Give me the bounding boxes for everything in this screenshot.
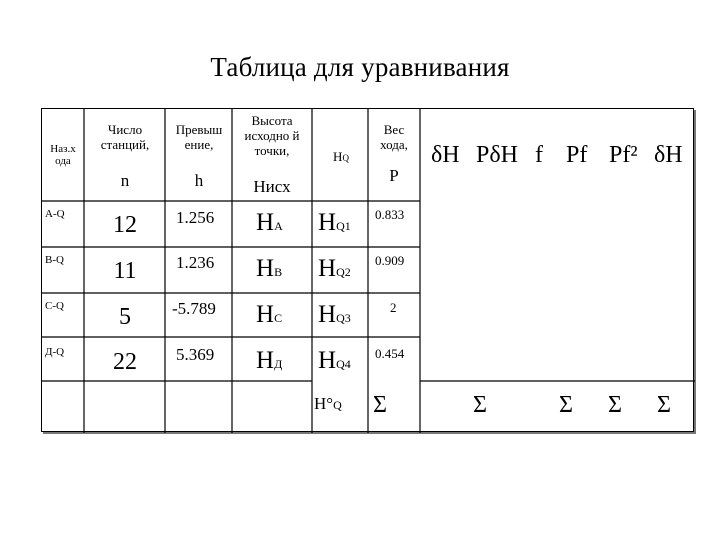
row-hq: НQ4 bbox=[318, 347, 351, 374]
row-hq: НQ3 bbox=[318, 301, 351, 328]
row-elevation: -5.789 bbox=[172, 299, 216, 318]
row-start-height: НС bbox=[256, 301, 283, 328]
footer-h0q: Н°Q bbox=[314, 394, 342, 413]
row-start-height: НД bbox=[256, 347, 283, 374]
row-name: A-Q bbox=[45, 208, 65, 220]
row-name: B-Q bbox=[45, 254, 64, 266]
header-weight-symbol: P bbox=[389, 166, 399, 185]
row-weight: 2 bbox=[390, 300, 397, 315]
row-name: C-Q bbox=[45, 300, 64, 312]
header-stations-symbol: n bbox=[120, 171, 130, 190]
header-pf-squared: Pf² bbox=[609, 142, 638, 168]
header-hq: НQ bbox=[333, 149, 349, 164]
row-stations: 5 bbox=[119, 304, 131, 330]
header-elevation-symbol: h bbox=[194, 171, 204, 190]
header-weight: Вес хода, bbox=[380, 122, 408, 152]
header-start-height-symbol: Нисх bbox=[253, 177, 291, 196]
row-elevation: 1.236 bbox=[176, 253, 215, 272]
adjustment-table bbox=[41, 108, 694, 432]
row-start-height: НВ bbox=[256, 255, 283, 282]
row-hq: НQ2 bbox=[318, 255, 351, 282]
footer-sigma-weight: Σ bbox=[373, 392, 387, 418]
header-stations: Число станций, bbox=[100, 122, 150, 152]
row-stations: 11 bbox=[113, 258, 137, 284]
row-hq: НQ1 bbox=[318, 209, 351, 236]
page-title: Таблица для уравнивания bbox=[210, 52, 510, 82]
header-f: f bbox=[535, 142, 543, 168]
row-weight: 0.833 bbox=[375, 207, 405, 222]
header-name: Наз.х ода bbox=[50, 143, 76, 167]
row-name: Д-Q bbox=[45, 346, 65, 358]
footer-sigma-pdh: Σ bbox=[473, 392, 487, 418]
header-delta-h-2: δH bbox=[654, 142, 683, 168]
footer-sigma-pf2: Σ bbox=[608, 392, 622, 418]
row-stations: 12 bbox=[113, 212, 137, 238]
row-elevation: 5.369 bbox=[176, 345, 215, 364]
row-elevation: 1.256 bbox=[176, 208, 215, 227]
header-p-delta-h: PδH bbox=[476, 142, 518, 168]
footer-sigma-dh: Σ bbox=[657, 392, 671, 418]
header-pf: Pf bbox=[566, 142, 588, 168]
row-stations: 22 bbox=[113, 349, 137, 375]
header-start-height: Высота исходно й точки, bbox=[244, 113, 300, 158]
footer-sigma-pf: Σ bbox=[559, 392, 573, 418]
row-weight: 0.454 bbox=[375, 346, 405, 361]
row-start-height: НА bbox=[256, 209, 283, 236]
row-weight: 0.909 bbox=[375, 253, 405, 268]
header-delta-h: δH bbox=[431, 142, 460, 168]
header-elevation-difference: Превыш ение, bbox=[175, 122, 223, 152]
